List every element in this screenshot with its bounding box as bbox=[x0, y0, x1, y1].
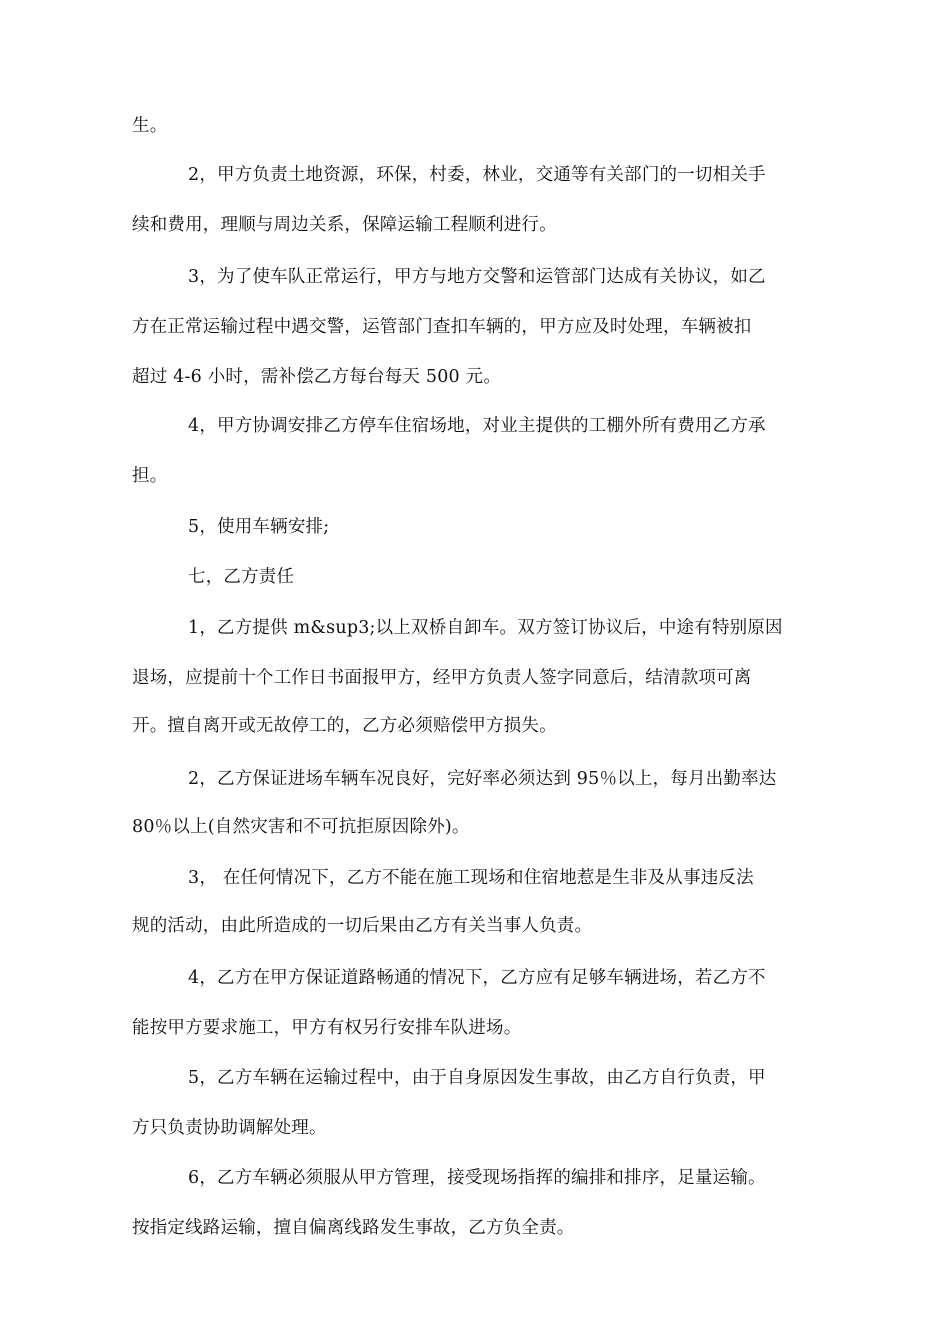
text-line: 1，乙方提供 m&sup3;以上双桥自卸车。双方签订协议后，中途有特别原因 bbox=[188, 618, 783, 638]
text-line: 超过 4-6 小时，需补偿乙方每台每天 500 元。 bbox=[132, 367, 502, 387]
text-line: 续和费用，理顺与周边关系，保障运输工程顺利进行。 bbox=[132, 215, 557, 235]
text-line: 2，甲方负责土地资源，环保，村委，林业，交通等有关部门的一切相关手 bbox=[188, 165, 766, 185]
text-line: 5，乙方车辆在运输过程中，由于自身原因发生事故，由乙方自行负责，甲 bbox=[188, 1068, 766, 1088]
text-line: 5，使用车辆安排; bbox=[188, 517, 330, 537]
text-line: 按指定线路运输，擅自偏离线路发生事故，乙方负全责。 bbox=[132, 1218, 575, 1238]
text-line: 4，乙方在甲方保证道路畅通的情况下，乙方应有足够车辆进场，若乙方不 bbox=[188, 968, 766, 988]
text-line: 退场，应提前十个工作日书面报甲方，经甲方负责人签字同意后，结清款项可离 bbox=[132, 668, 752, 688]
text-line: 3， 在任何情况下，乙方不能在施工现场和住宿地惹是生非及从事违反法 bbox=[188, 868, 754, 888]
text-line: 生。 bbox=[132, 116, 168, 136]
text-line: 3，为了使车队正常运行，甲方与地方交警和运管部门达成有关协议，如乙 bbox=[188, 267, 766, 287]
section-heading: 七，乙方责任 bbox=[188, 567, 295, 587]
text-line: 能按甲方要求施工，甲方有权另行安排车队进场。 bbox=[132, 1018, 522, 1038]
text-line: 4，甲方协调安排乙方停车住宿场地，对业主提供的工棚外所有费用乙方承 bbox=[188, 416, 766, 436]
text-line: 80％以上(自然灾害和不可抗拒原因除外)。 bbox=[132, 817, 470, 837]
text-line: 方只负责协助调解处理。 bbox=[132, 1118, 327, 1138]
text-line: 6，乙方车辆必须服从甲方管理，接受现场指挥的编排和排序，足量运输。 bbox=[188, 1168, 766, 1188]
text-line: 2，乙方保证进场车辆车况良好，完好率必须达到 95％以上，每月出勤率达 bbox=[188, 769, 777, 789]
text-line: 开。擅自离开或无故停工的，乙方必须赔偿甲方损失。 bbox=[132, 716, 557, 736]
text-line: 担。 bbox=[132, 466, 168, 486]
text-line: 方在正常运输过程中遇交警，运管部门查扣车辆的，甲方应及时处理，车辆被扣 bbox=[132, 317, 752, 337]
text-line: 规的活动，由此所造成的一切后果由乙方有关当事人负责。 bbox=[132, 916, 593, 936]
